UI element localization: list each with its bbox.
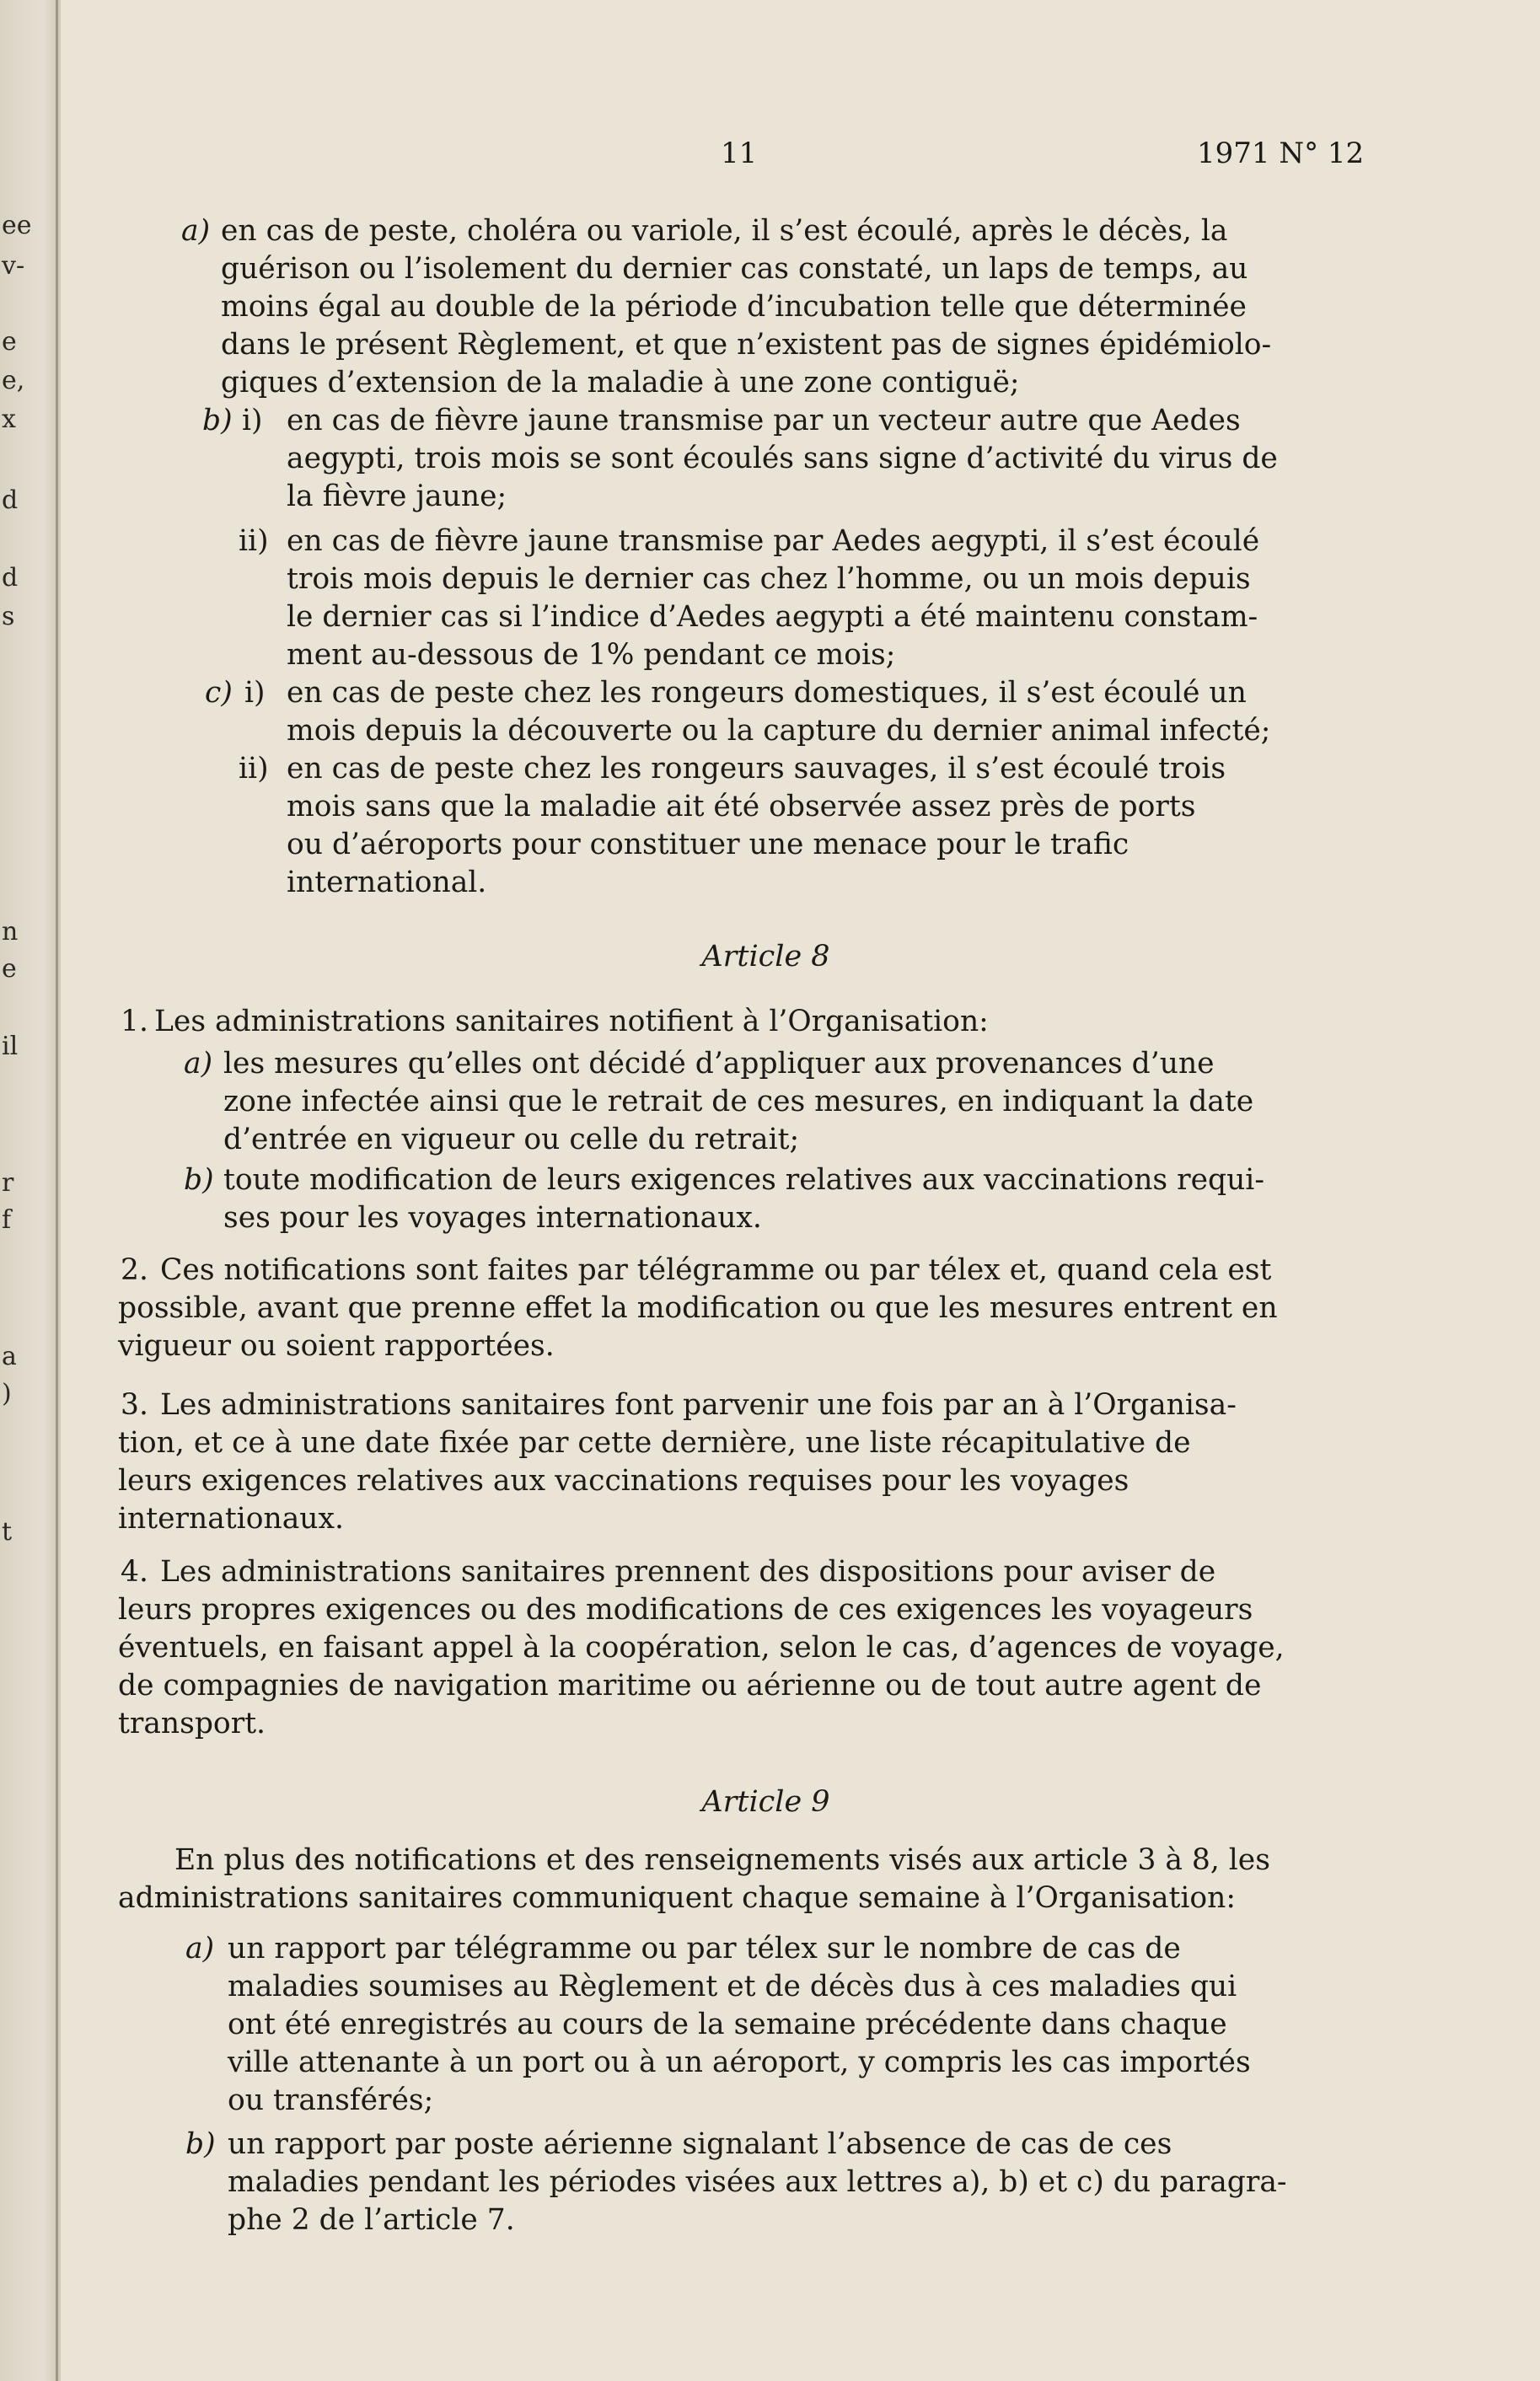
margin-fragment: s: [2, 602, 15, 631]
text-line: giques d’extension de la maladie à une zone contiguë;: [221, 366, 1020, 400]
text-line: ou d’aéroports pour constituer une menace pour le trafic: [287, 828, 1130, 861]
margin-fragment: v-: [2, 251, 25, 281]
paragraph-number: 4.: [121, 1555, 148, 1589]
margin-fragment: a: [2, 1342, 17, 1371]
paragraph-number: 1.: [121, 1005, 148, 1038]
text-line: Les administrations sanitaires prennent des dispositions pour aviser de: [160, 1555, 1216, 1589]
text-line: ses pour les voyages internationaux.: [223, 1201, 762, 1235]
text-line: en cas de peste, choléra ou variole, il s’est écoulé, après le décès, la: [221, 214, 1228, 248]
text-line: ou transférés;: [228, 2083, 434, 2117]
margin-fragment: n: [2, 917, 19, 947]
text-line: en cas de peste chez les rongeurs sauvages, il s’est écoulé trois: [287, 752, 1226, 786]
text-line: possible, avant que prenne effet la modification ou que les mesures entrent en: [118, 1291, 1278, 1325]
margin-fragment: e: [2, 327, 17, 357]
item-label: b): [184, 1163, 214, 1197]
text-line: en cas de peste chez les rongeurs domestiques, il s’est écoulé un: [287, 676, 1247, 710]
item-label: b): [202, 404, 233, 437]
text-line: tion, et ce à une date fixée par cette dernière, une liste récapitulative de: [118, 1426, 1191, 1460]
text-line: trois mois depuis le dernier cas chez l’homme, ou un mois depuis: [287, 562, 1251, 596]
margin-fragment: e: [2, 954, 17, 984]
item-label: a): [184, 1047, 213, 1081]
text-line: administrations sanitaires communiquent chaque semaine à l’Organisation:: [118, 1881, 1237, 1915]
text-line: transport.: [118, 1707, 266, 1740]
text-line: un rapport par poste aérienne signalant l’absence de cas de ces: [228, 2127, 1172, 2161]
text-line: toute modification de leurs exigences relatives aux vaccinations requi-: [223, 1163, 1264, 1197]
text-line: moins égal au double de la période d’incubation telle que déterminée: [221, 290, 1247, 324]
text-line: zone infectée ainsi que le retrait de ces mesures, en indiquant la date: [223, 1085, 1254, 1118]
text-line: un rapport par télégramme ou par télex sur le nombre de cas de: [228, 1932, 1181, 1965]
margin-fragment: x: [2, 405, 16, 434]
text-line: dans le présent Règlement, et que n’existent pas de signes épidémiolo-: [221, 328, 1272, 362]
margin-fragment: f: [2, 1205, 12, 1235]
text-line: leurs exigences relatives aux vaccinations requises pour les voyages: [118, 1464, 1130, 1498]
text-line: Les administrations sanitaires notifient à l’Organisation:: [154, 1005, 989, 1038]
text-line: en cas de fièvre jaune transmise par Aedes aegypti, il s’est écoulé: [287, 524, 1260, 558]
item-sublabel: ii): [239, 524, 269, 558]
margin-fragment: r: [2, 1168, 14, 1198]
text-line: En plus des notifications et des renseignements visés aux article 3 à 8, les: [174, 1843, 1270, 1877]
margin-fragment: d: [2, 563, 19, 593]
text-line: maladies pendant les périodes visées aux lettres a), b) et c) du paragra-: [228, 2165, 1287, 2199]
text-line: la fièvre jaune;: [287, 480, 507, 513]
document-reference: 1971 N° 12: [1197, 137, 1365, 170]
text-line: vigueur ou soient rapportées.: [118, 1329, 555, 1363]
text-line: mois sans que la maladie ait été observée assez près de ports: [287, 790, 1196, 823]
page-number: 11: [721, 137, 758, 170]
margin-fragment: il: [2, 1032, 19, 1061]
item-label: b): [185, 2127, 216, 2161]
item-sublabel: ii): [239, 752, 269, 786]
article-9-heading: Article 9: [701, 1785, 830, 1819]
paragraph-number: 3.: [121, 1388, 148, 1422]
text-line: éventuels, en faisant appel à la coopération, selon le cas, d’agences de voyage,: [118, 1631, 1285, 1665]
text-line: les mesures qu’elles ont décidé d’appliquer aux provenances d’une: [223, 1047, 1215, 1081]
item-label: c): [205, 676, 233, 710]
text-line: Ces notifications sont faites par télégramme ou par télex et, quand cela est: [160, 1253, 1272, 1287]
text-line: guérison ou l’isolement du dernier cas constaté, un laps de temps, au: [221, 252, 1248, 286]
text-line: phe 2 de l’article 7.: [228, 2203, 515, 2237]
text-line: ont été enregistrés au cours de la semaine précédente dans chaque: [228, 2008, 1227, 2041]
text-line: international.: [287, 866, 487, 899]
paragraph-number: 2.: [121, 1253, 148, 1287]
text-line: de compagnies de navigation maritime ou aérienne ou de tout autre agent de: [118, 1669, 1262, 1703]
text-line: aegypti, trois mois se sont écoulés sans signe d’activité du virus de: [287, 442, 1278, 475]
margin-fragment: t: [2, 1517, 13, 1547]
text-line: leurs propres exigences ou des modifications de ces exigences les voyageurs: [118, 1593, 1253, 1627]
text-line: Les administrations sanitaires font parvenir une fois par an à l’Organisa-: [160, 1388, 1237, 1422]
text-line: maladies soumises au Règlement et de décès dus à ces maladies qui: [228, 1970, 1237, 2003]
item-sublabel: i): [244, 676, 266, 710]
margin-fragment: e,: [2, 366, 25, 395]
text-line: mois depuis la découverte ou la capture du dernier animal infecté;: [287, 714, 1271, 748]
margin-fragment: ): [2, 1379, 12, 1408]
text-line: le dernier cas si l’indice d’Aedes aegypti a été maintenu constam-: [287, 600, 1258, 634]
item-label: a): [185, 1932, 215, 1965]
margin-fragment: ee: [2, 211, 32, 240]
text-line: ment au-dessous de 1% pendant ce mois;: [287, 638, 896, 672]
margin-fragment: d: [2, 485, 19, 515]
item-label: a): [181, 214, 211, 248]
text-line: d’entrée en vigueur ou celle du retrait;: [223, 1123, 800, 1156]
text-line: ville attenante à un port ou à un aéroport, y compris les cas importés: [228, 2046, 1251, 2079]
article-8-heading: Article 8: [701, 940, 830, 973]
item-sublabel: i): [242, 404, 263, 437]
text-line: internationaux.: [118, 1502, 344, 1536]
text-line: en cas de fièvre jaune transmise par un vecteur autre que Aedes: [287, 404, 1241, 437]
